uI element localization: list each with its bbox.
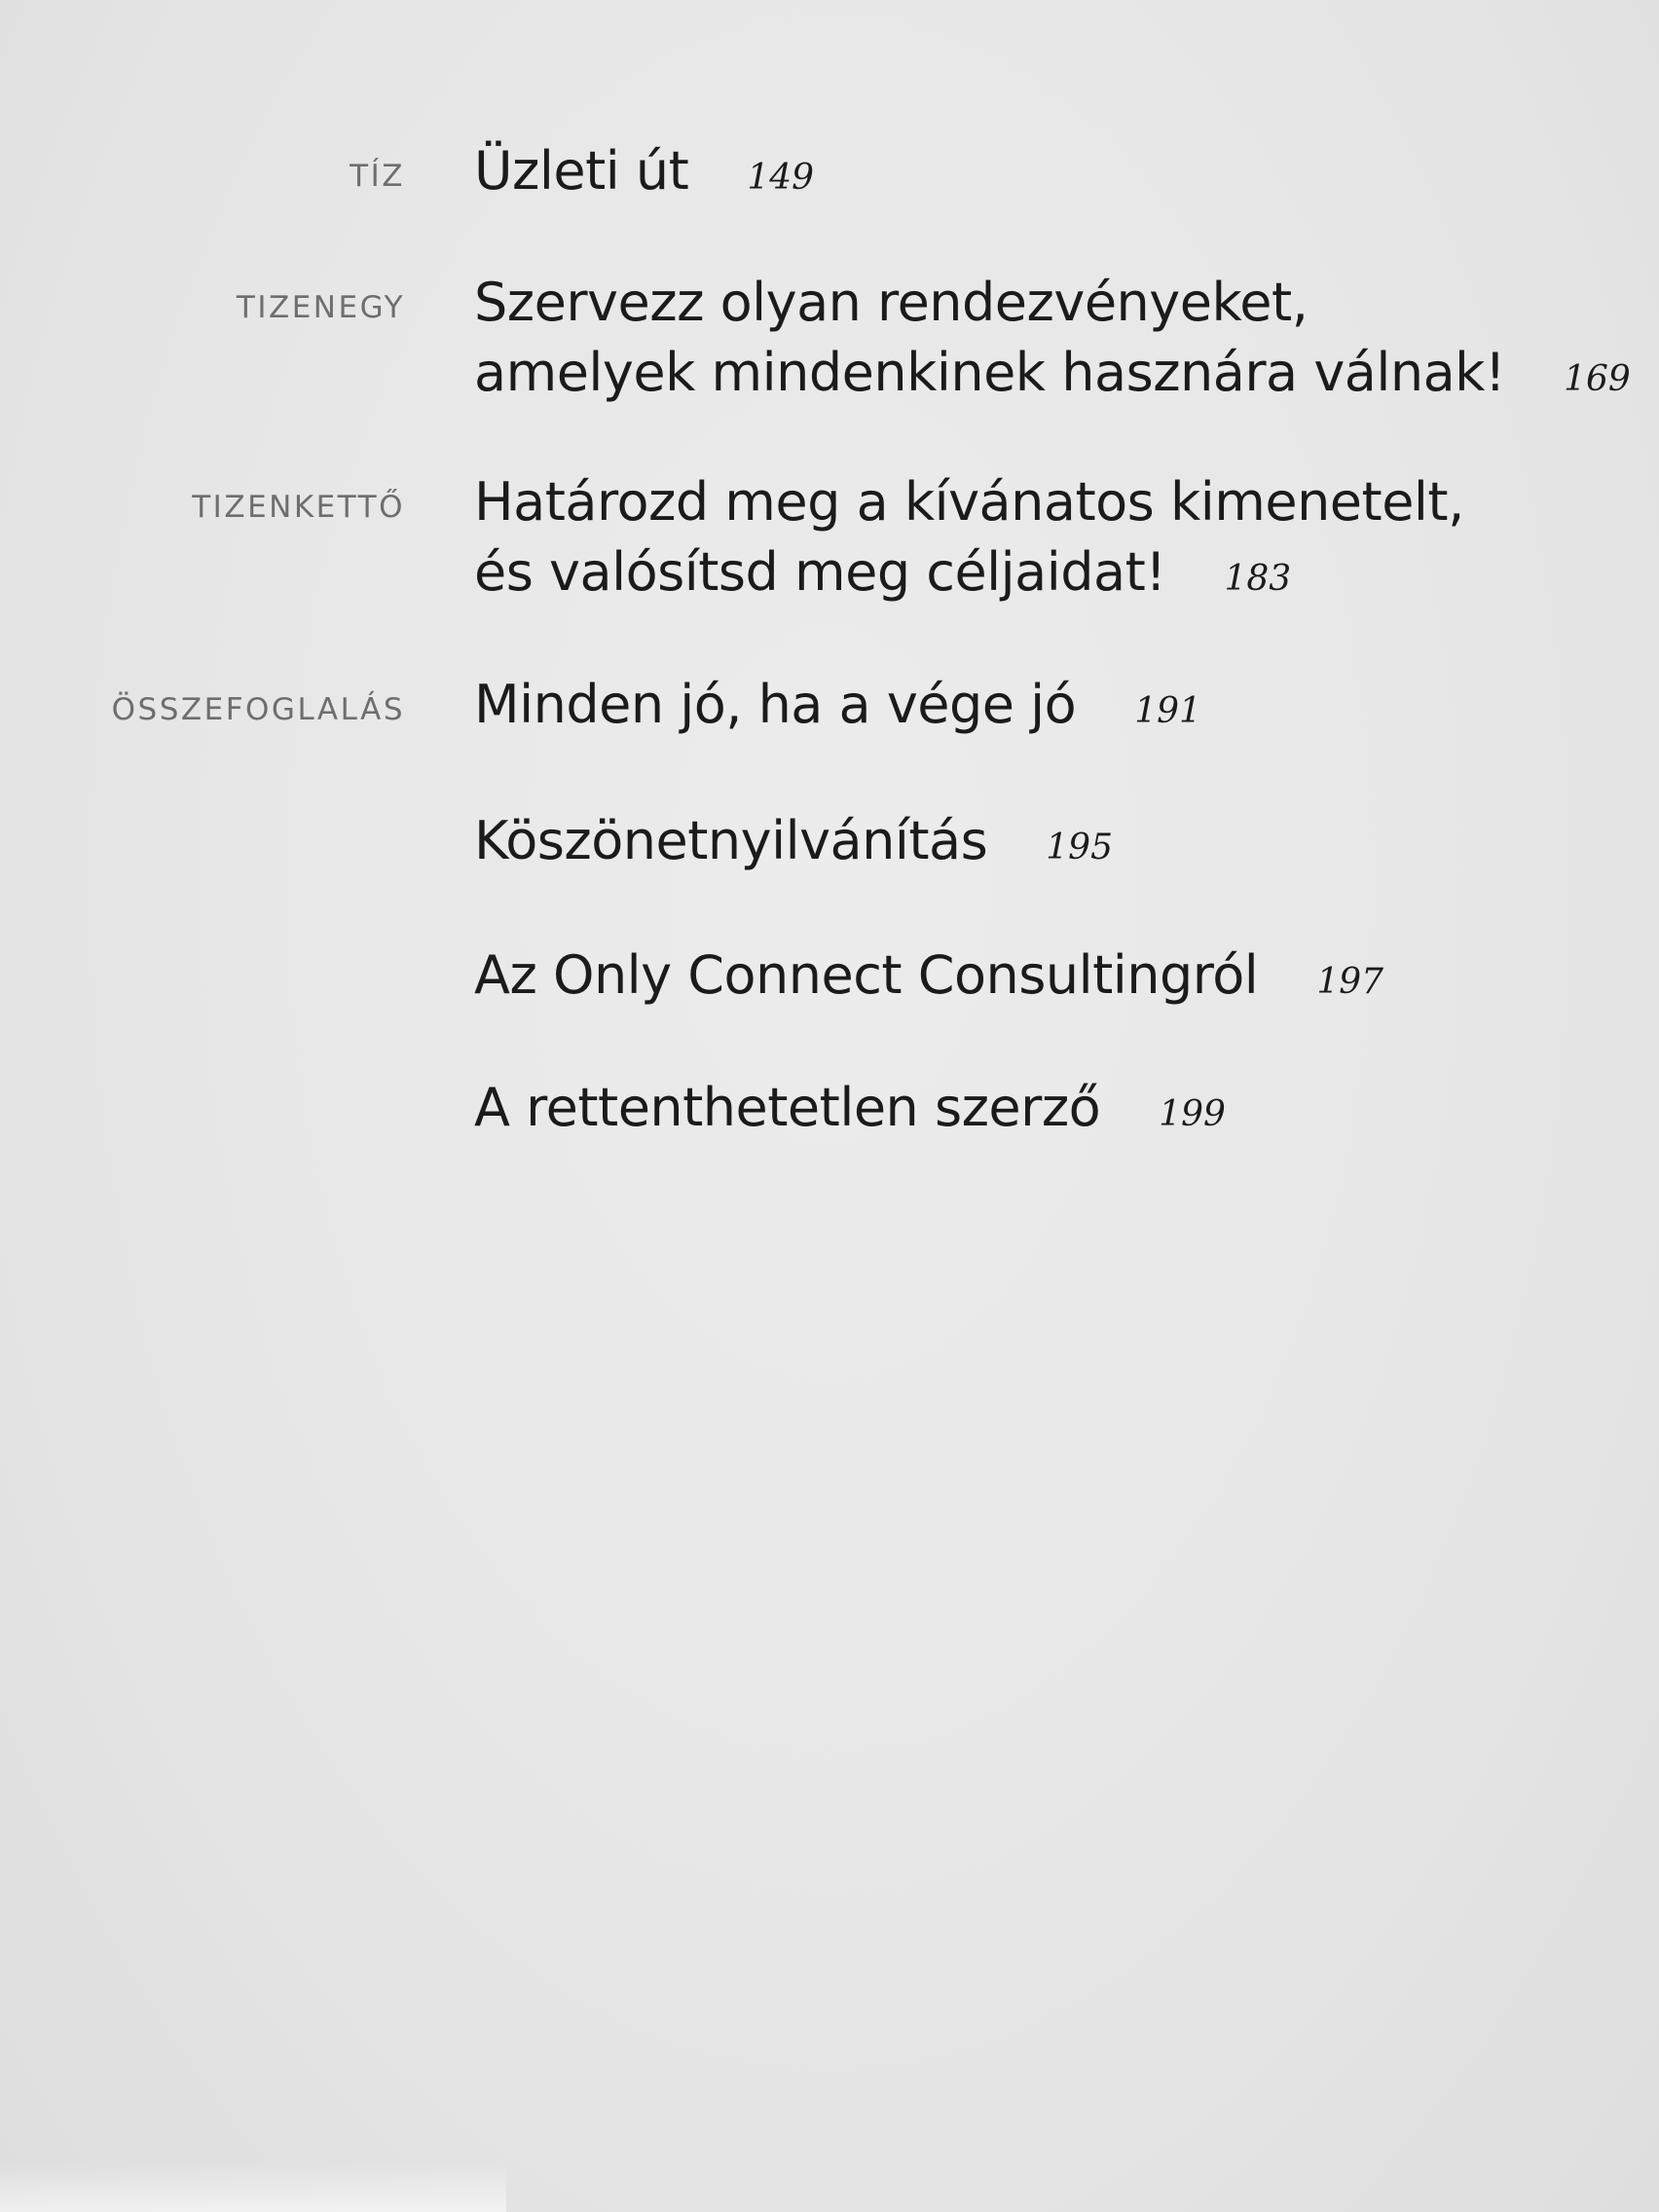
page-number: 199 [1159, 1094, 1226, 1134]
chapter-label: TIZENEGY [236, 290, 405, 325]
chapter-title [474, 268, 1631, 415]
page-number: 149 [747, 158, 815, 198]
title-line: Üzleti út 149 [474, 140, 815, 202]
page-number: 197 [1316, 962, 1384, 1002]
section-title [474, 940, 1623, 1017]
chapter-title [474, 136, 1623, 213]
title-line: amelyek mindenkinek hasznára válnak! 169 [474, 342, 1631, 403]
chapter-title [474, 467, 1623, 614]
page-number: 191 [1134, 691, 1201, 731]
page-number: 195 [1046, 828, 1113, 867]
title-line: és valósítsd meg céljaidat! 183 [474, 541, 1292, 603]
title-line: Minden jó, ha a vége jó 191 [474, 674, 1201, 735]
title-line: A rettenthetetlen szerző 199 [474, 1077, 1226, 1138]
chapter-label: ÖSSZEFOGLALÁS [111, 692, 405, 727]
chapter-label: TÍZ [350, 159, 405, 194]
title-line: Az Only Connect Consultingról 197 [474, 944, 1384, 1006]
section-title [474, 1073, 1623, 1150]
chapter-title [474, 670, 1623, 747]
page-edge-shading [0, 2163, 506, 2212]
section-title [474, 806, 1623, 883]
chapter-label: TIZENKETTŐ [192, 490, 405, 525]
page-number: 169 [1564, 359, 1631, 399]
title-line: Szervezz olyan rendezvényeket, [474, 272, 1309, 333]
title-line: Határozd meg a kívánatos kimenetelt, [474, 471, 1464, 533]
page-number: 183 [1224, 559, 1292, 599]
title-line: Köszönetnyilvánítás 195 [474, 810, 1113, 871]
